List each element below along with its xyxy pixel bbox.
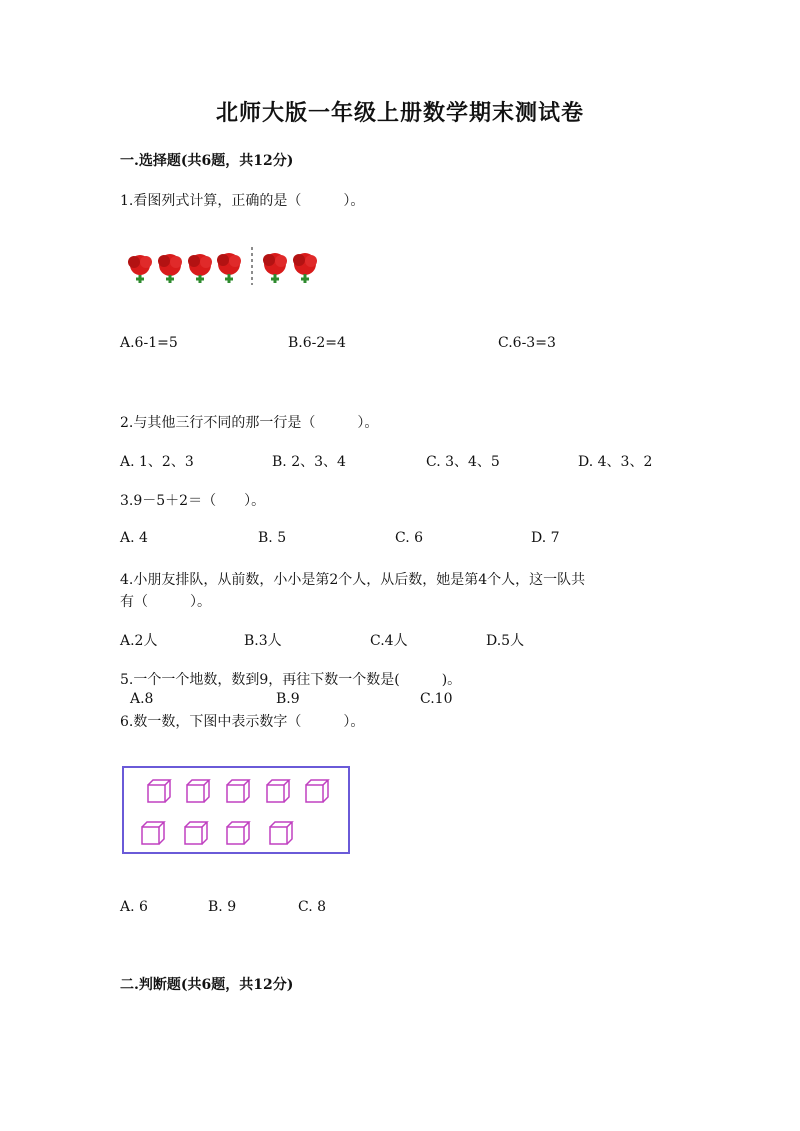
q3-option-b[interactable]: B. 5 xyxy=(258,530,287,546)
cube-icon xyxy=(270,822,292,844)
cube-icon xyxy=(187,780,209,802)
q3-option-c[interactable]: C. 6 xyxy=(395,530,424,546)
q6-option-b[interactable]: B. 9 xyxy=(208,899,237,915)
question-3: 3.9－5＋2＝（ ）。 xyxy=(120,493,266,509)
question-6: 6.数一数，下图中表示数字（ ）。 xyxy=(120,714,365,730)
q1-option-a[interactable]: A.6-1=5 xyxy=(120,335,178,351)
q5-option-a[interactable]: A.8 xyxy=(130,691,154,707)
question-2: 2.与其他三行不同的那一行是（ ）。 xyxy=(120,415,379,431)
q5-option-c[interactable]: C.10 xyxy=(420,691,453,707)
cube-icon xyxy=(227,822,249,844)
q1-option-c[interactable]: C.6-3=3 xyxy=(498,335,556,351)
page-title: 北师大版一年级上册数学期末测试卷 xyxy=(215,100,584,126)
q1-option-b[interactable]: B.6-2=4 xyxy=(288,335,346,351)
flower-icon xyxy=(188,254,212,283)
q2-option-c[interactable]: C. 3、4、5 xyxy=(426,454,500,470)
q2-option-a[interactable]: A. 1、2、3 xyxy=(120,454,194,470)
q2-option-b[interactable]: B. 2、3、4 xyxy=(272,454,346,470)
cube-icon xyxy=(267,780,289,802)
section-heading-true-false: 二.判断题(共6题，共12分) xyxy=(120,977,294,993)
q5-option-b[interactable]: B.9 xyxy=(276,691,300,707)
q3-option-a[interactable]: A. 4 xyxy=(120,530,148,546)
cube-icon xyxy=(306,780,328,802)
q4-option-b[interactable]: B.3人 xyxy=(244,633,282,649)
cube-icon xyxy=(148,780,170,802)
cubes-image xyxy=(122,766,350,854)
q4-option-d[interactable]: D.5人 xyxy=(486,633,525,649)
cube-icon xyxy=(142,822,164,844)
question-4-line-2: 有（ ）。 xyxy=(120,594,211,610)
q6-option-a[interactable]: A. 6 xyxy=(120,899,148,915)
cube-icon xyxy=(227,780,249,802)
q4-option-a[interactable]: A.2人 xyxy=(120,633,158,649)
flower-icon xyxy=(128,255,152,283)
question-1: 1.看图列式计算，正确的是（ ）。 xyxy=(120,193,365,209)
question-4-line-1: 4.小朋友排队，从前数，小小是第2个人，从后数，她是第4个人，这一队共 xyxy=(120,572,586,588)
q4-option-c[interactable]: C.4人 xyxy=(370,633,408,649)
cube-icon xyxy=(185,822,207,844)
flower-icon xyxy=(158,254,182,283)
flowers-image xyxy=(120,245,326,287)
q2-option-d[interactable]: D. 4、3、2 xyxy=(578,454,653,470)
flower-icon xyxy=(217,253,241,283)
q6-option-c[interactable]: C. 8 xyxy=(298,899,327,915)
flower-icon xyxy=(263,253,287,283)
flower-icon xyxy=(293,253,317,283)
section-heading-multiple-choice: 一.选择题(共6题，共12分) xyxy=(120,153,294,169)
q3-option-d[interactable]: D. 7 xyxy=(531,530,560,546)
question-5: 5.一个一个地数，数到9，再往下数一个数是( )。 xyxy=(120,672,462,688)
